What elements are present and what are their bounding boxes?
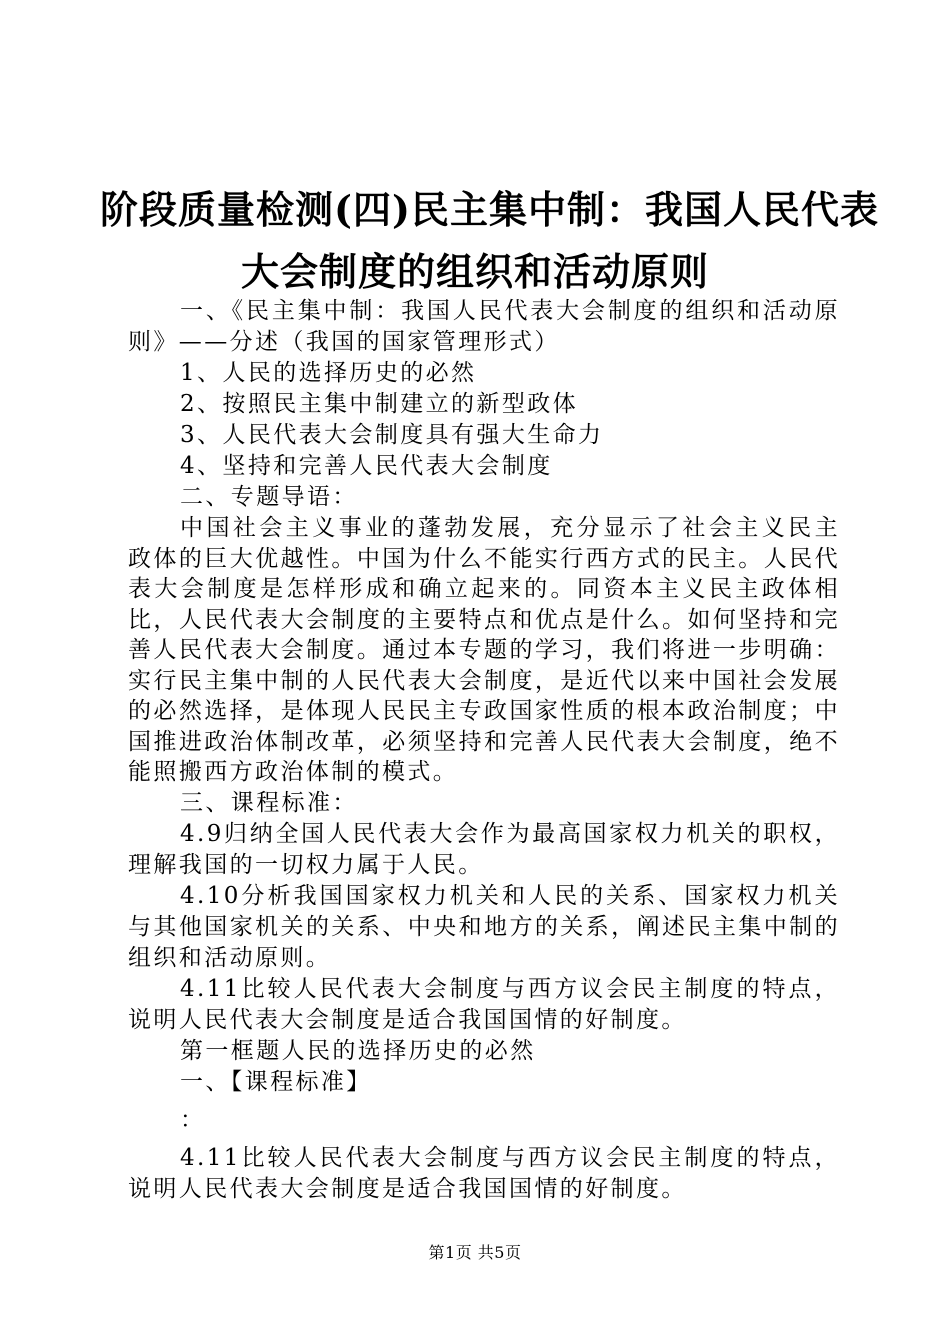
colon-line: ： [180, 1106, 206, 1133]
intro-paragraph: 中国社会主义事业的蓬勃发展，充分显示了社会主义民主政体的巨大优越性。中国为什么不能实行西方式的民主。人民代表大会制度是怎样形成和确立起来的。同资本主义民主政体相比，人民代表大会制度的主要特点和优点是什么。如何坚持和完善人民代表大会制度。通过本专题的学习，我们将进一步明确：实行民主集中制的人民代表大会制度，是近代以来中国社会发展的必然选择，是体现人民民主专政国家性质的根本政治制度；中国推进政治体制改革，必须坚持和完善人民代表大会制度，绝不能照搬西方政治体制的模式。 [128, 515, 840, 785]
section-heading-overview: 一、《民主集中制：我国人民代表大会制度的组织和活动原则》——分述（我国的国家管理形式） [128, 298, 840, 355]
document-title-line-1: 阶段质量检测(四)民主集中制：我国人民代表 [100, 187, 879, 232]
section-heading-intro: 二、专题导语： [180, 484, 358, 510]
list-item: 2、按照民主集中制建立的新型政体 [180, 391, 579, 417]
standard-item: 4.11比较人民代表大会制度与西方议会民主制度的特点，说明人民代表大会制度是适合我国国情的好制度。 [128, 975, 840, 1033]
subsection-title: 第一框题人民的选择历史的必然 [180, 1037, 536, 1064]
section-heading-standards: 三、课程标准： [180, 789, 358, 816]
list-item: 4、坚持和完善人民代表大会制度 [180, 453, 553, 479]
section-heading-course-standard: 一、【课程标准】 [180, 1068, 372, 1095]
document-title-line-2: 大会制度的组织和活动原则 [240, 249, 709, 294]
page-footer: 第1页 共5页 [428, 1243, 522, 1262]
list-item: 1、人民的选择历史的必然 [180, 360, 477, 386]
list-item: 3、人民代表大会制度具有强大生命力 [180, 422, 604, 448]
document-body [128, 296, 840, 1205]
standard-item: 4.9归纳全国人民代表大会作为最高国家权力机关的职权，理解我国的一切权力属于人民。 [128, 820, 840, 878]
standard-item: 4.10分析我国国家权力机关和人民的关系、国家权力机关与其他国家机关的关系、中央和地方的关系，阐述民主集中制的组织和活动原则。 [128, 882, 840, 971]
standard-item: 4.11比较人民代表大会制度与西方议会民主制度的特点，说明人民代表大会制度是适合我国国情的好制度。 [128, 1144, 840, 1202]
